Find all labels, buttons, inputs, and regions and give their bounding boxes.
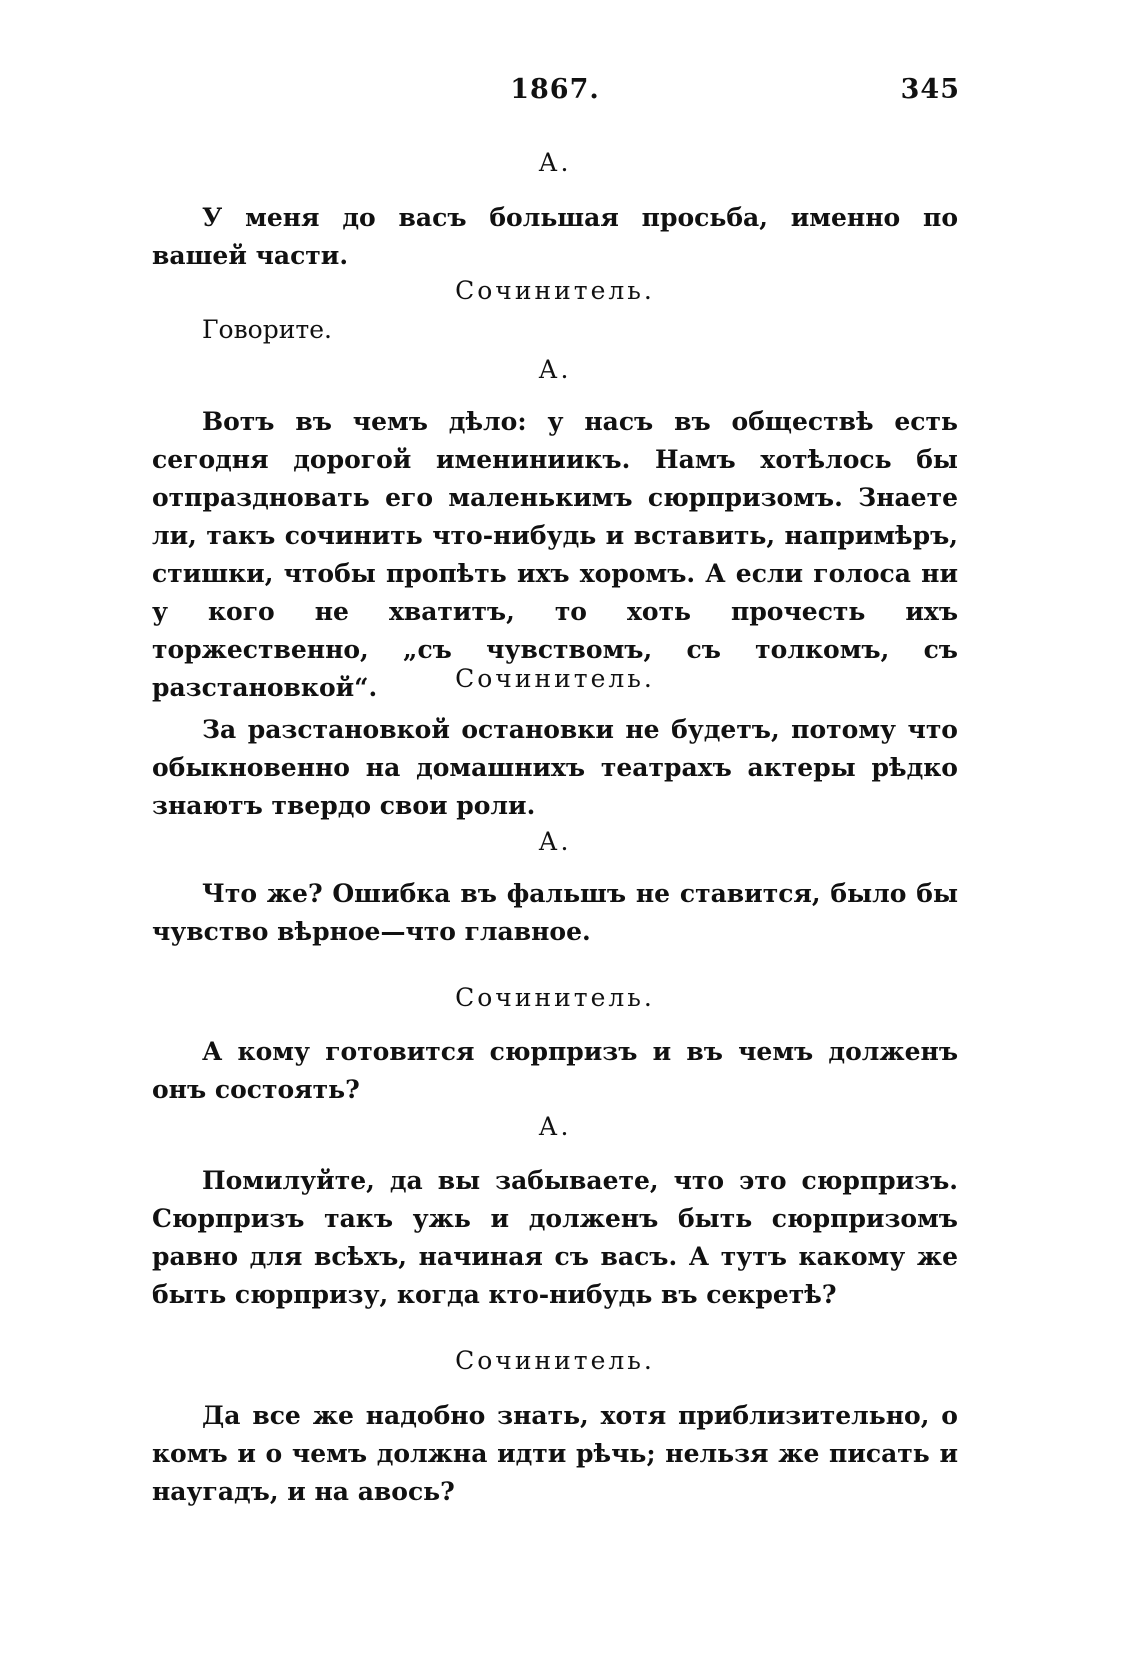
speaker-name: А. xyxy=(538,148,572,177)
speech-block xyxy=(152,711,958,825)
speech-text: За разстановкой остановки не будетъ, потому что обыкновенно на домашнихъ театрахъ актеры рѣдко знаютъ твердо свои роли. xyxy=(152,715,958,820)
speech-block xyxy=(152,1033,958,1109)
speech-text: А кому готовится сюрпризъ и въ чемъ долженъ онъ состоять? xyxy=(152,1037,958,1104)
running-head xyxy=(150,74,960,114)
speech-text: Говорите. xyxy=(202,315,332,344)
speech-text: У меня до васъ большая просьба, именно по вашей части. xyxy=(152,203,958,270)
speech-text: Да все же надобно знать, хотя приблизительно, о комъ и о чемъ должна идти рѣчь; нельзя же писать и наугадъ, и на авось? xyxy=(152,1401,958,1506)
speaker-name: Сочинитель. xyxy=(455,983,655,1012)
speech-text: Что же? Ошибка въ фальшъ не ставится, было бы чувство вѣрное—что главное. xyxy=(152,879,958,946)
speech-block xyxy=(152,199,958,275)
speech-block xyxy=(152,311,958,349)
speaker-name: Сочинитель. xyxy=(455,1346,655,1375)
running-head-year: 1867. xyxy=(510,74,600,105)
speech-block xyxy=(152,1397,958,1511)
speaker-name: Сочинитель. xyxy=(455,664,655,693)
page-number: 345 xyxy=(900,74,960,105)
speaker-name: А. xyxy=(538,1112,572,1141)
speech-block xyxy=(152,1162,958,1314)
speech-text: Помилуйте, да вы забываете, что это сюрпризъ. Сюрпризъ такъ ужь и долженъ быть сюрпризомъ равно для всѣхъ, начиная съ васъ. А тутъ какому же быть сюрпризу, когда кто-нибудь въ секретѣ? xyxy=(152,1166,958,1309)
speech-text: Вотъ въ чемъ дѣло: у насъ въ обществѣ есть сегодня дорогой имениниикъ. Намъ хотѣлось бы отпраздновать его маленькимъ сюрпризомъ. Знаете ли, такъ сочинить что-нибудь и вставить, напримѣръ, стишки, чтобы пропѣть ихъ хоромъ. А если голоса ни у кого не хватитъ, то хоть прочесть ихъ торжественно, „съ чувствомъ, съ толкомъ, съ разстановкой“. xyxy=(152,407,958,702)
speech-block xyxy=(152,403,958,707)
speaker-name: Сочинитель. xyxy=(455,276,655,305)
speaker-name: А. xyxy=(538,827,572,856)
speech-block xyxy=(152,875,958,951)
speaker-name: А. xyxy=(538,355,572,384)
